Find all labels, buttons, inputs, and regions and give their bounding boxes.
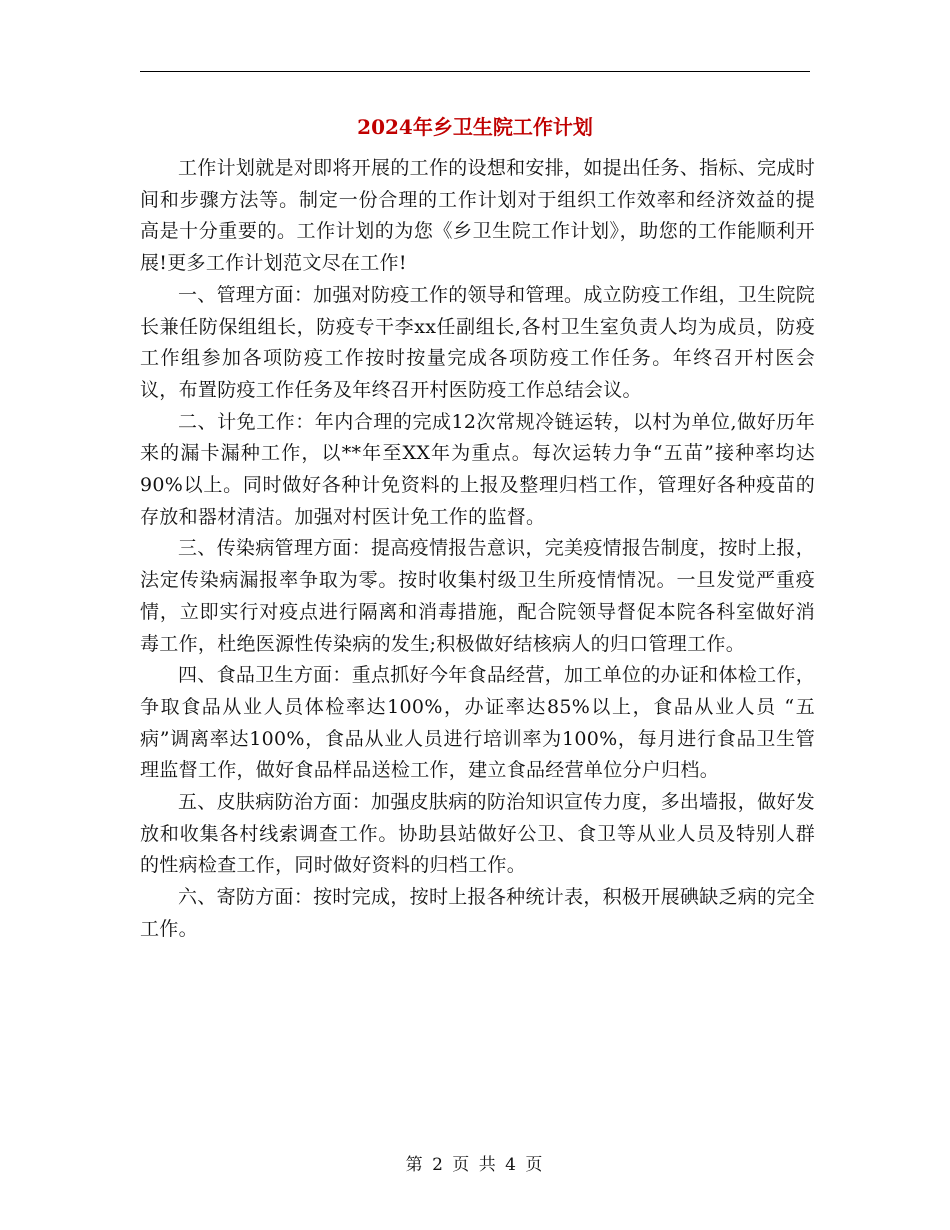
paragraph-intro: 工作计划就是对即将开展的工作的设想和安排，如提出任务、指标、完成时间和步骤方法等。制定一份合理的工作计划对于组织工作效率和经济效益的提高是十分重要的。工作计划的为您《乡卫生院工作计划》，助您的工作能顺利开展!更多工作计划范文尽在工作! (140, 157, 815, 275)
paragraph-food-hygiene: 四、食品卫生方面：重点抓好今年食品经营，加工单位的办证和体检工作，争取食品从业人员体检率达100%，办证率达85%以上，食品从业人员 “五病”调离率达100%，食品从业人员进行培训率为100%，每月进行食品卫生管理监督工作，做好食品样品送检工作，建立食品经营单位分户归档。 (140, 664, 815, 782)
document-body (140, 153, 815, 946)
paragraph-immunization: 二、计免工作：年内合理的完成12次常规冷链运转，以村为单位,做好历年来的漏卡漏种工作，以**年至XX年为重点。每次运转力争“五苗”接种率均达90%以上。同时做好各种计免资料的上报及整理归档工作，管理好各种疫苗的存放和器材清洁。加强对村医计免工作的监督。 (140, 410, 815, 528)
header-rule (140, 71, 810, 72)
paragraph-management: 一、管理方面：加强对防疫工作的领导和管理。成立防疫工作组，卫生院院长兼任防保组组长，防疫专干李xx任副组长,各村卫生室负责人均为成员，防疫工作组参加各项防疫工作按时按量完成各项防疫工作任务。年终召开村医会议，布置防疫工作任务及年终召开村医防疫工作总结会议。 (140, 283, 815, 401)
paragraph-infectious-disease: 三、传染病管理方面：提高疫情报告意识，完美疫情报告制度，按时上报，法定传染病漏报率争取为零。按时收集村级卫生所疫情情况。一旦发觉严重疫情，立即实行对疫点进行隔离和消毒措施，配合院领导督促本院各科室做好消毒工作，杜绝医源性传染病的发生;积极做好结核病人的归口管理工作。 (140, 537, 815, 655)
paragraph-skin-disease: 五、皮肤病防治方面：加强皮肤病的防治知识宣传力度，多出墙报，做好发放和收集各村线索调查工作。协助县站做好公卫、食卫等从业人员及特别人群的性病检查工作，同时做好资料的归档工作。 (140, 791, 815, 877)
page-number: 第 2 页 共 4 页 (405, 1155, 545, 1175)
document-title: 2024年乡卫生院工作计划 (357, 115, 593, 139)
paragraph-parasite-prevention: 六、寄防方面：按时完成，按时上报各种统计表，积极开展碘缺乏病的完全工作。 (140, 886, 815, 940)
